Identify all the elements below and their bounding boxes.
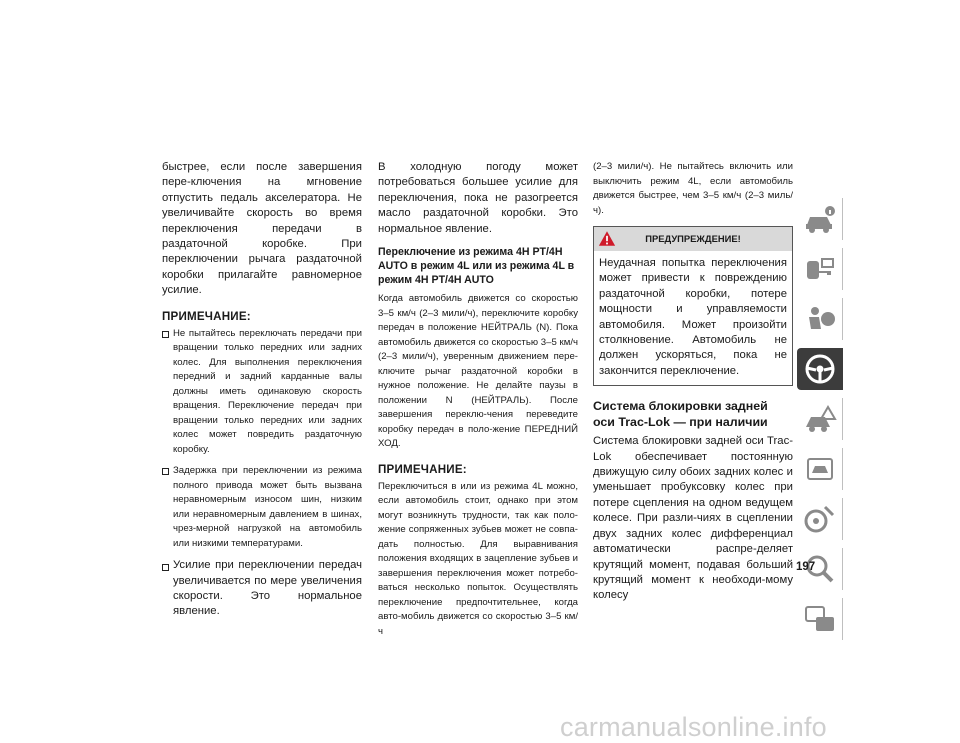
column-1 [162,160,362,627]
tire-wrench-icon [803,503,837,535]
tab-safety[interactable] [797,298,843,340]
paragraph: (2–3 мили/ч). Не пытайтесь включить или выключить режим 4L, если автомобиль движется быстрее, чем 3–5 км/ч (2–3 миль/ч). [593,161,793,216]
car-keys-icon [803,253,837,285]
tab-languages[interactable] [797,598,843,640]
multilanguage-icon [803,603,837,635]
car-info-icon [803,203,837,235]
list-item: Не пытайтесь переключать передачи при вращении только передних или задних колес. Для выполнения переключения передний и задний карданные валы должны иметь одинаковую скорость вращения. Переключение передач при вращении только передних или задних колес может повредить раздаточную коробку. [162,327,362,458]
steering-wheel-icon [803,353,837,385]
chapter-tabs [797,198,843,648]
warning-triangle-icon [598,230,616,247]
warning-text: Неудачная попытка переключения может привести к повреждению раздаточной коробки, потере мощности и управляемости автомобиля. Может произойти столкновение. Автомобиль не должен ускоряться, пока не закончится переключение. [599,257,787,377]
warning-box [593,226,793,386]
tab-driving[interactable] [797,348,843,390]
airbag-safety-icon [803,303,837,335]
watermark: carmanualsonline.info [560,712,827,742]
tab-keys[interactable] [797,248,843,290]
warning-title: ПРЕДУПРЕЖДЕНИЕ! [645,233,741,244]
note-heading: ПРИМЕЧАНИЕ: [162,309,251,323]
roadside-emergency-icon [803,403,837,435]
note-heading: ПРИМЕЧАНИЕ: [378,462,467,476]
page-number: 197 [796,561,816,573]
column-3 [593,160,793,604]
section-heading: Система блокировки задней оси Trac-Lok — при наличии [593,399,768,430]
list-item: Усилие при переключении передач увеличивается по мере увеличения скорости. Это нормальное явление. [162,558,362,620]
paragraph: Система блокировки задней оси Trac-Lok обеспечивает постоянную движущую силу обоих задних колес и уменьшает пробуксовку колес при потере сцепления на одном ведущем колесе. При разли-чиях в сцеплении двух задних колес дифференциал автоматически распре-деляет крутящий момент, подавая больший крутящий момент к необходи-мому колесу [593,435,793,602]
subheading: Переключение из режима 4H PT/4H AUTO в режим 4L или из режима 4L в режим 4H PT/4H AUTO [378,246,575,287]
column-2 [378,160,578,639]
tab-maintenance[interactable] [797,498,843,540]
paragraph: В холодную погоду может потребоваться большее усилие для переключения, пока не разогреется масло раздаточной коробки. Это нормальное явление. [378,161,578,235]
tab-service[interactable] [797,448,843,490]
paragraph: Переключиться в или из режима 4L можно, если автомобиль стоит, однако при этом могут возникнуть трудности, так как поло-жение сопряженных зубьев может не совпа-дать полностью. Для выравнивания положения входящих в зацепление зубьев и завершения переключения может потребо-ваться несколько попыток. Осуществлять переключение предпочтительнее, когда авто-мобиль движется со скоростью 3–5 км/ч [378,480,578,637]
tab-car-info[interactable] [797,198,843,240]
paragraph: Когда автомобиль движется со скоростью 3–5 км/ч (2–3 мили/ч), переключите коробку передач в положение НЕЙТРАЛЬ (N). Пока автомобиль движется со скоростью 3–5 км/ч (2–3 мили/ч), уверенным движением пере-ключите рычаг раздаточной коробки в нужное положение. Не делайте паузы в положении N (НЕЙТРАЛЬ). После завершения переклю-чения переведите коробку передач в поло-жение ПЕРЕДНИЙ ХОД. [378,293,578,450]
tab-emergency[interactable] [797,398,843,440]
list-item: Задержка при переключении из режима полного привода может быть вызвана неравномерным износом шин, низким или неравномерным давлением в шинах, чрез-мерной нагрузкой на автомобиль или низкими температурами. [162,464,362,551]
paragraph: быстрее, если после завершения пере-ключения на мгновение отпустить педаль акселератора. Не увеличивайте скорость во время переключения передачи в раздаточной коробке. При переключении рычага раздаточной коробки прилагайте равномерное усилие. [162,161,362,297]
car-service-icon [803,453,837,485]
note-list [162,327,362,620]
warning-header [594,227,792,251]
